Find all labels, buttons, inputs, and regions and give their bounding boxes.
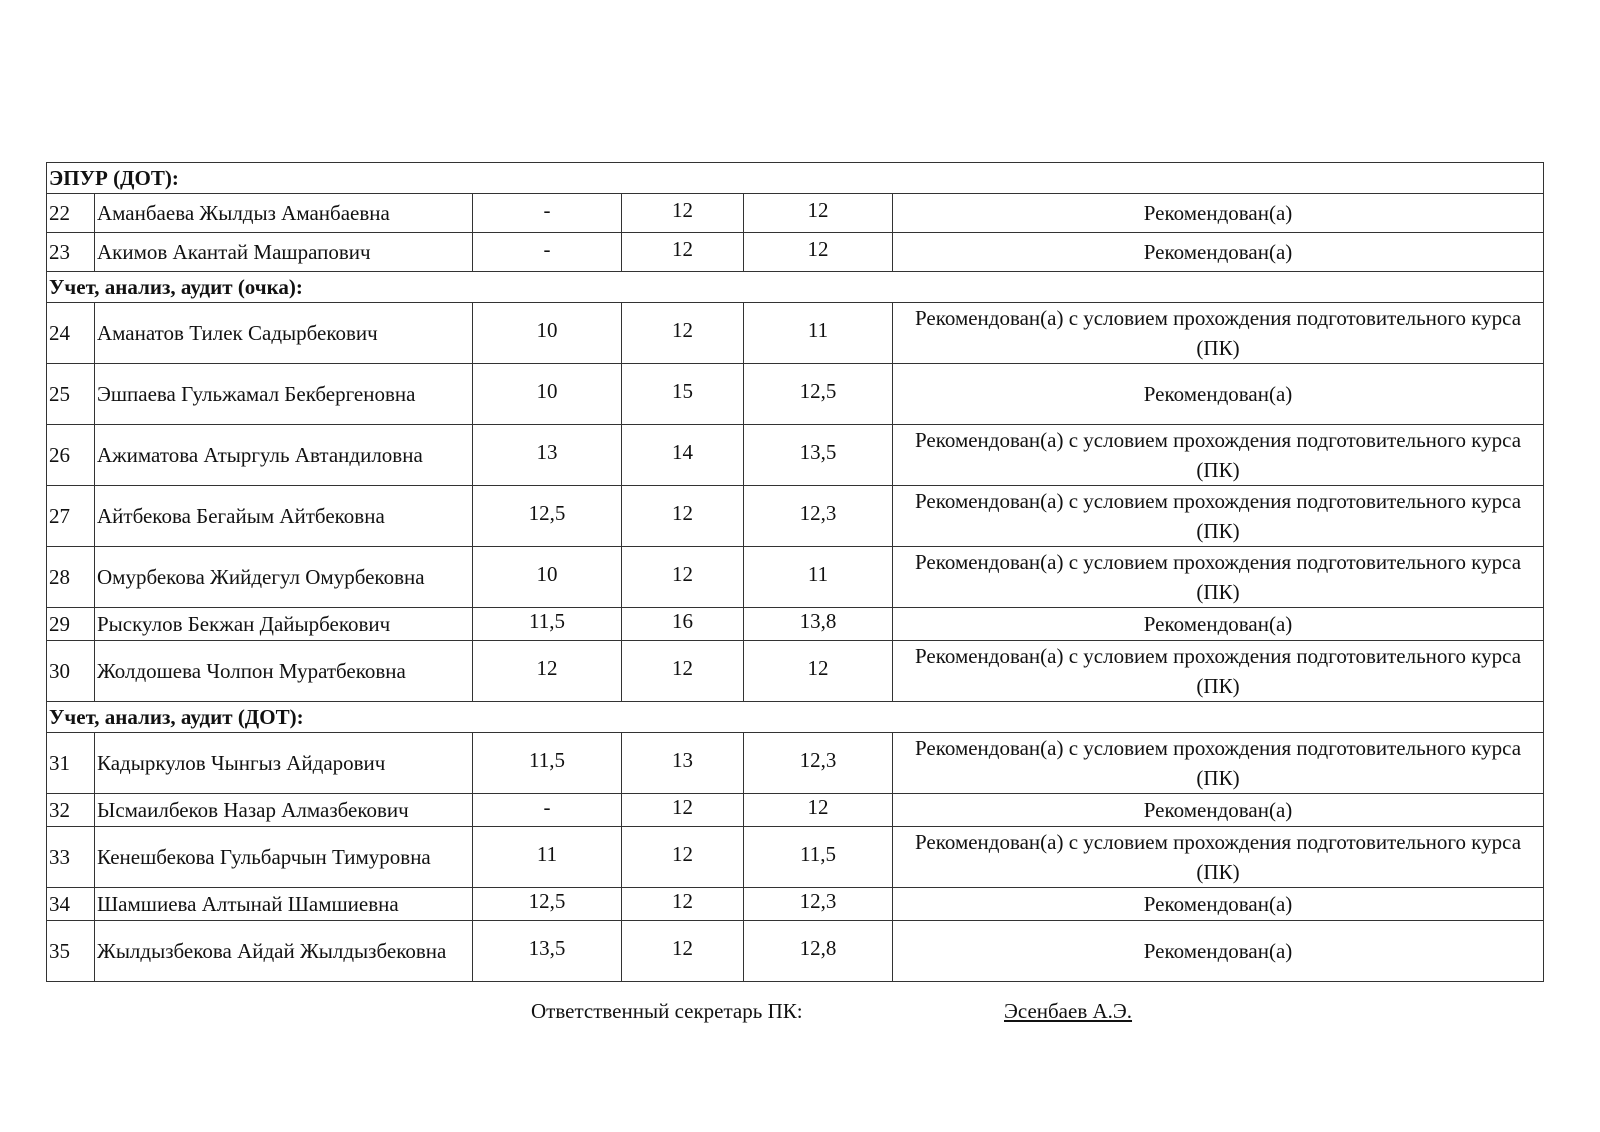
score-average: 11: [807, 562, 829, 586]
score-average: 12,5: [799, 379, 837, 403]
score-second: 12: [672, 936, 693, 960]
score-first: 13: [536, 440, 558, 464]
applicant-name: Ажиматова Атыргуль Автандиловна: [95, 425, 473, 486]
table-row: [47, 888, 1544, 921]
table-row: [47, 827, 1544, 888]
decision-text: Рекомендован(а) с условием прохождения подготовительного курса (ПК): [893, 303, 1544, 364]
score-second: 15: [672, 379, 693, 403]
table-row: [47, 233, 1544, 272]
applicant-name: Ысмаилбеков Назар Алмазбекович: [95, 794, 473, 827]
section-header-row: [47, 163, 1544, 194]
decision-text: Рекомендован(а): [893, 888, 1544, 921]
decision-text: Рекомендован(а) с условием прохождения подготовительного курса (ПК): [893, 827, 1544, 888]
score-average: 12: [807, 795, 829, 819]
applicant-name: Эшпаева Гульжамал Бекбергеновна: [95, 364, 473, 425]
score-average: 12: [807, 198, 829, 222]
score-second-cell: [622, 425, 744, 486]
row-number: 29: [47, 608, 95, 641]
decision-text: Рекомендован(а): [893, 233, 1544, 272]
applicant-name: Аманатов Тилек Садырбекович: [95, 303, 473, 364]
score-first-cell: [473, 888, 622, 921]
score-first: 11,5: [529, 748, 565, 772]
row-number: 25: [47, 364, 95, 425]
score-second-cell: [622, 921, 744, 982]
score-average: 12: [807, 656, 829, 680]
score-first-cell: [473, 733, 622, 794]
decision-text: Рекомендован(а): [893, 608, 1544, 641]
score-average-cell: [744, 608, 893, 641]
score-first: 11,5: [529, 609, 565, 633]
section-title: Учет, анализ, аудит (очка):: [47, 272, 1544, 303]
score-second: 13: [672, 748, 693, 772]
decision-text: Рекомендован(а): [893, 364, 1544, 425]
score-second: 12: [672, 237, 693, 261]
score-first: 10: [536, 379, 558, 403]
decision-text: Рекомендован(а): [893, 194, 1544, 233]
score-first: 10: [536, 318, 558, 342]
applicant-name: Жолдошева Чолпон Муратбековна: [95, 641, 473, 702]
score-second: 14: [672, 440, 693, 464]
table-row: [47, 547, 1544, 608]
section-header-row: [47, 272, 1544, 303]
decision-text: Рекомендован(а): [893, 794, 1544, 827]
table-row: [47, 794, 1544, 827]
table-row: [47, 364, 1544, 425]
score-average: 12,3: [799, 748, 837, 772]
score-first: 12,5: [528, 889, 566, 913]
score-first-cell: [473, 608, 622, 641]
score-second-cell: [622, 827, 744, 888]
score-average-cell: [744, 194, 893, 233]
secretary-name: Эсенбаев А.Э.: [1004, 999, 1133, 1023]
row-number: 34: [47, 888, 95, 921]
score-second: 16: [672, 609, 693, 633]
score-second-cell: [622, 194, 744, 233]
score-second: 12: [672, 198, 693, 222]
score-first: 10: [536, 562, 558, 586]
score-first: 12: [536, 656, 558, 680]
score-first-cell: [473, 194, 622, 233]
table-row: [47, 486, 1544, 547]
score-average-cell: [744, 641, 893, 702]
score-first-cell: [473, 827, 622, 888]
applicant-name: Кадыркулов Чынгыз Айдарович: [95, 733, 473, 794]
score-average: 12,3: [799, 889, 837, 913]
decision-text: Рекомендован(а) с условием прохождения подготовительного курса (ПК): [893, 486, 1544, 547]
score-average: 12,3: [799, 501, 837, 525]
table-row: [47, 194, 1544, 233]
applicant-name: Айтбекова Бегайым Айтбековна: [95, 486, 473, 547]
score-second-cell: [622, 641, 744, 702]
score-second-cell: [622, 303, 744, 364]
score-average: 11: [807, 318, 829, 342]
results-table-body: [47, 163, 1544, 982]
score-average-cell: [744, 425, 893, 486]
score-average: 11,5: [800, 842, 836, 866]
score-first: -: [543, 237, 551, 261]
row-number: 35: [47, 921, 95, 982]
score-second-cell: [622, 733, 744, 794]
score-first-cell: [473, 233, 622, 272]
score-average: 13,5: [799, 440, 837, 464]
section-title: Учет, анализ, аудит (ДОТ):: [47, 702, 1544, 733]
score-first-cell: [473, 641, 622, 702]
score-second-cell: [622, 608, 744, 641]
row-number: 32: [47, 794, 95, 827]
score-first: 11: [536, 842, 558, 866]
score-average-cell: [744, 486, 893, 547]
row-number: 22: [47, 194, 95, 233]
table-row: [47, 425, 1544, 486]
row-number: 33: [47, 827, 95, 888]
score-second-cell: [622, 794, 744, 827]
row-number: 23: [47, 233, 95, 272]
score-first-cell: [473, 794, 622, 827]
applicant-name: Кенешбекова Гульбарчын Тимуровна: [95, 827, 473, 888]
score-first-cell: [473, 547, 622, 608]
score-first-cell: [473, 364, 622, 425]
score-first-cell: [473, 486, 622, 547]
score-average: 12: [807, 237, 829, 261]
decision-text: Рекомендован(а) с условием прохождения подготовительного курса (ПК): [893, 425, 1544, 486]
applicant-name: Рыскулов Бекжан Дайырбекович: [95, 608, 473, 641]
table-row: [47, 733, 1544, 794]
score-average-cell: [744, 364, 893, 425]
score-average-cell: [744, 547, 893, 608]
section-header-row: [47, 702, 1544, 733]
applicant-name: Омурбекова Жийдегул Омурбековна: [95, 547, 473, 608]
score-first: 13,5: [528, 936, 566, 960]
row-number: 28: [47, 547, 95, 608]
table-row: [47, 921, 1544, 982]
table-row: [47, 641, 1544, 702]
table-row: [47, 608, 1544, 641]
score-second-cell: [622, 888, 744, 921]
score-second: 12: [672, 656, 693, 680]
applicant-name: Жылдызбекова Айдай Жылдызбековна: [95, 921, 473, 982]
score-second: 12: [672, 318, 693, 342]
decision-text: Рекомендован(а) с условием прохождения подготовительного курса (ПК): [893, 641, 1544, 702]
score-first-cell: [473, 303, 622, 364]
table-row: [47, 303, 1544, 364]
section-title: ЭПУР (ДОТ):: [47, 163, 1544, 194]
score-second: 12: [672, 795, 693, 819]
applicant-name: Аманбаева Жылдыз Аманбаевна: [95, 194, 473, 233]
score-first: 12,5: [528, 501, 566, 525]
score-average-cell: [744, 303, 893, 364]
decision-text: Рекомендован(а) с условием прохождения подготовительного курса (ПК): [893, 547, 1544, 608]
score-second-cell: [622, 364, 744, 425]
score-second: 12: [672, 889, 693, 913]
score-average-cell: [744, 233, 893, 272]
score-first-cell: [473, 425, 622, 486]
score-average: 13,8: [799, 609, 837, 633]
row-number: 24: [47, 303, 95, 364]
score-second: 12: [672, 842, 693, 866]
applicant-name: Акимов Акантай Машрапович: [95, 233, 473, 272]
score-average-cell: [744, 888, 893, 921]
score-first: -: [543, 198, 551, 222]
applicant-name: Шамшиева Алтынай Шамшиевна: [95, 888, 473, 921]
row-number: 30: [47, 641, 95, 702]
score-average: 12,8: [799, 936, 837, 960]
score-first: -: [543, 795, 551, 819]
score-second-cell: [622, 486, 744, 547]
score-second: 12: [672, 501, 693, 525]
score-average-cell: [744, 794, 893, 827]
score-second: 12: [672, 562, 693, 586]
results-table: [46, 162, 1544, 982]
row-number: 26: [47, 425, 95, 486]
score-average-cell: [744, 921, 893, 982]
score-average-cell: [744, 733, 893, 794]
score-second-cell: [622, 547, 744, 608]
row-number: 31: [47, 733, 95, 794]
secretary-label: Ответственный секретарь ПК:: [531, 999, 803, 1023]
row-number: 27: [47, 486, 95, 547]
score-second-cell: [622, 233, 744, 272]
decision-text: Рекомендован(а) с условием прохождения подготовительного курса (ПК): [893, 733, 1544, 794]
decision-text: Рекомендован(а): [893, 921, 1544, 982]
score-average-cell: [744, 827, 893, 888]
score-first-cell: [473, 921, 622, 982]
